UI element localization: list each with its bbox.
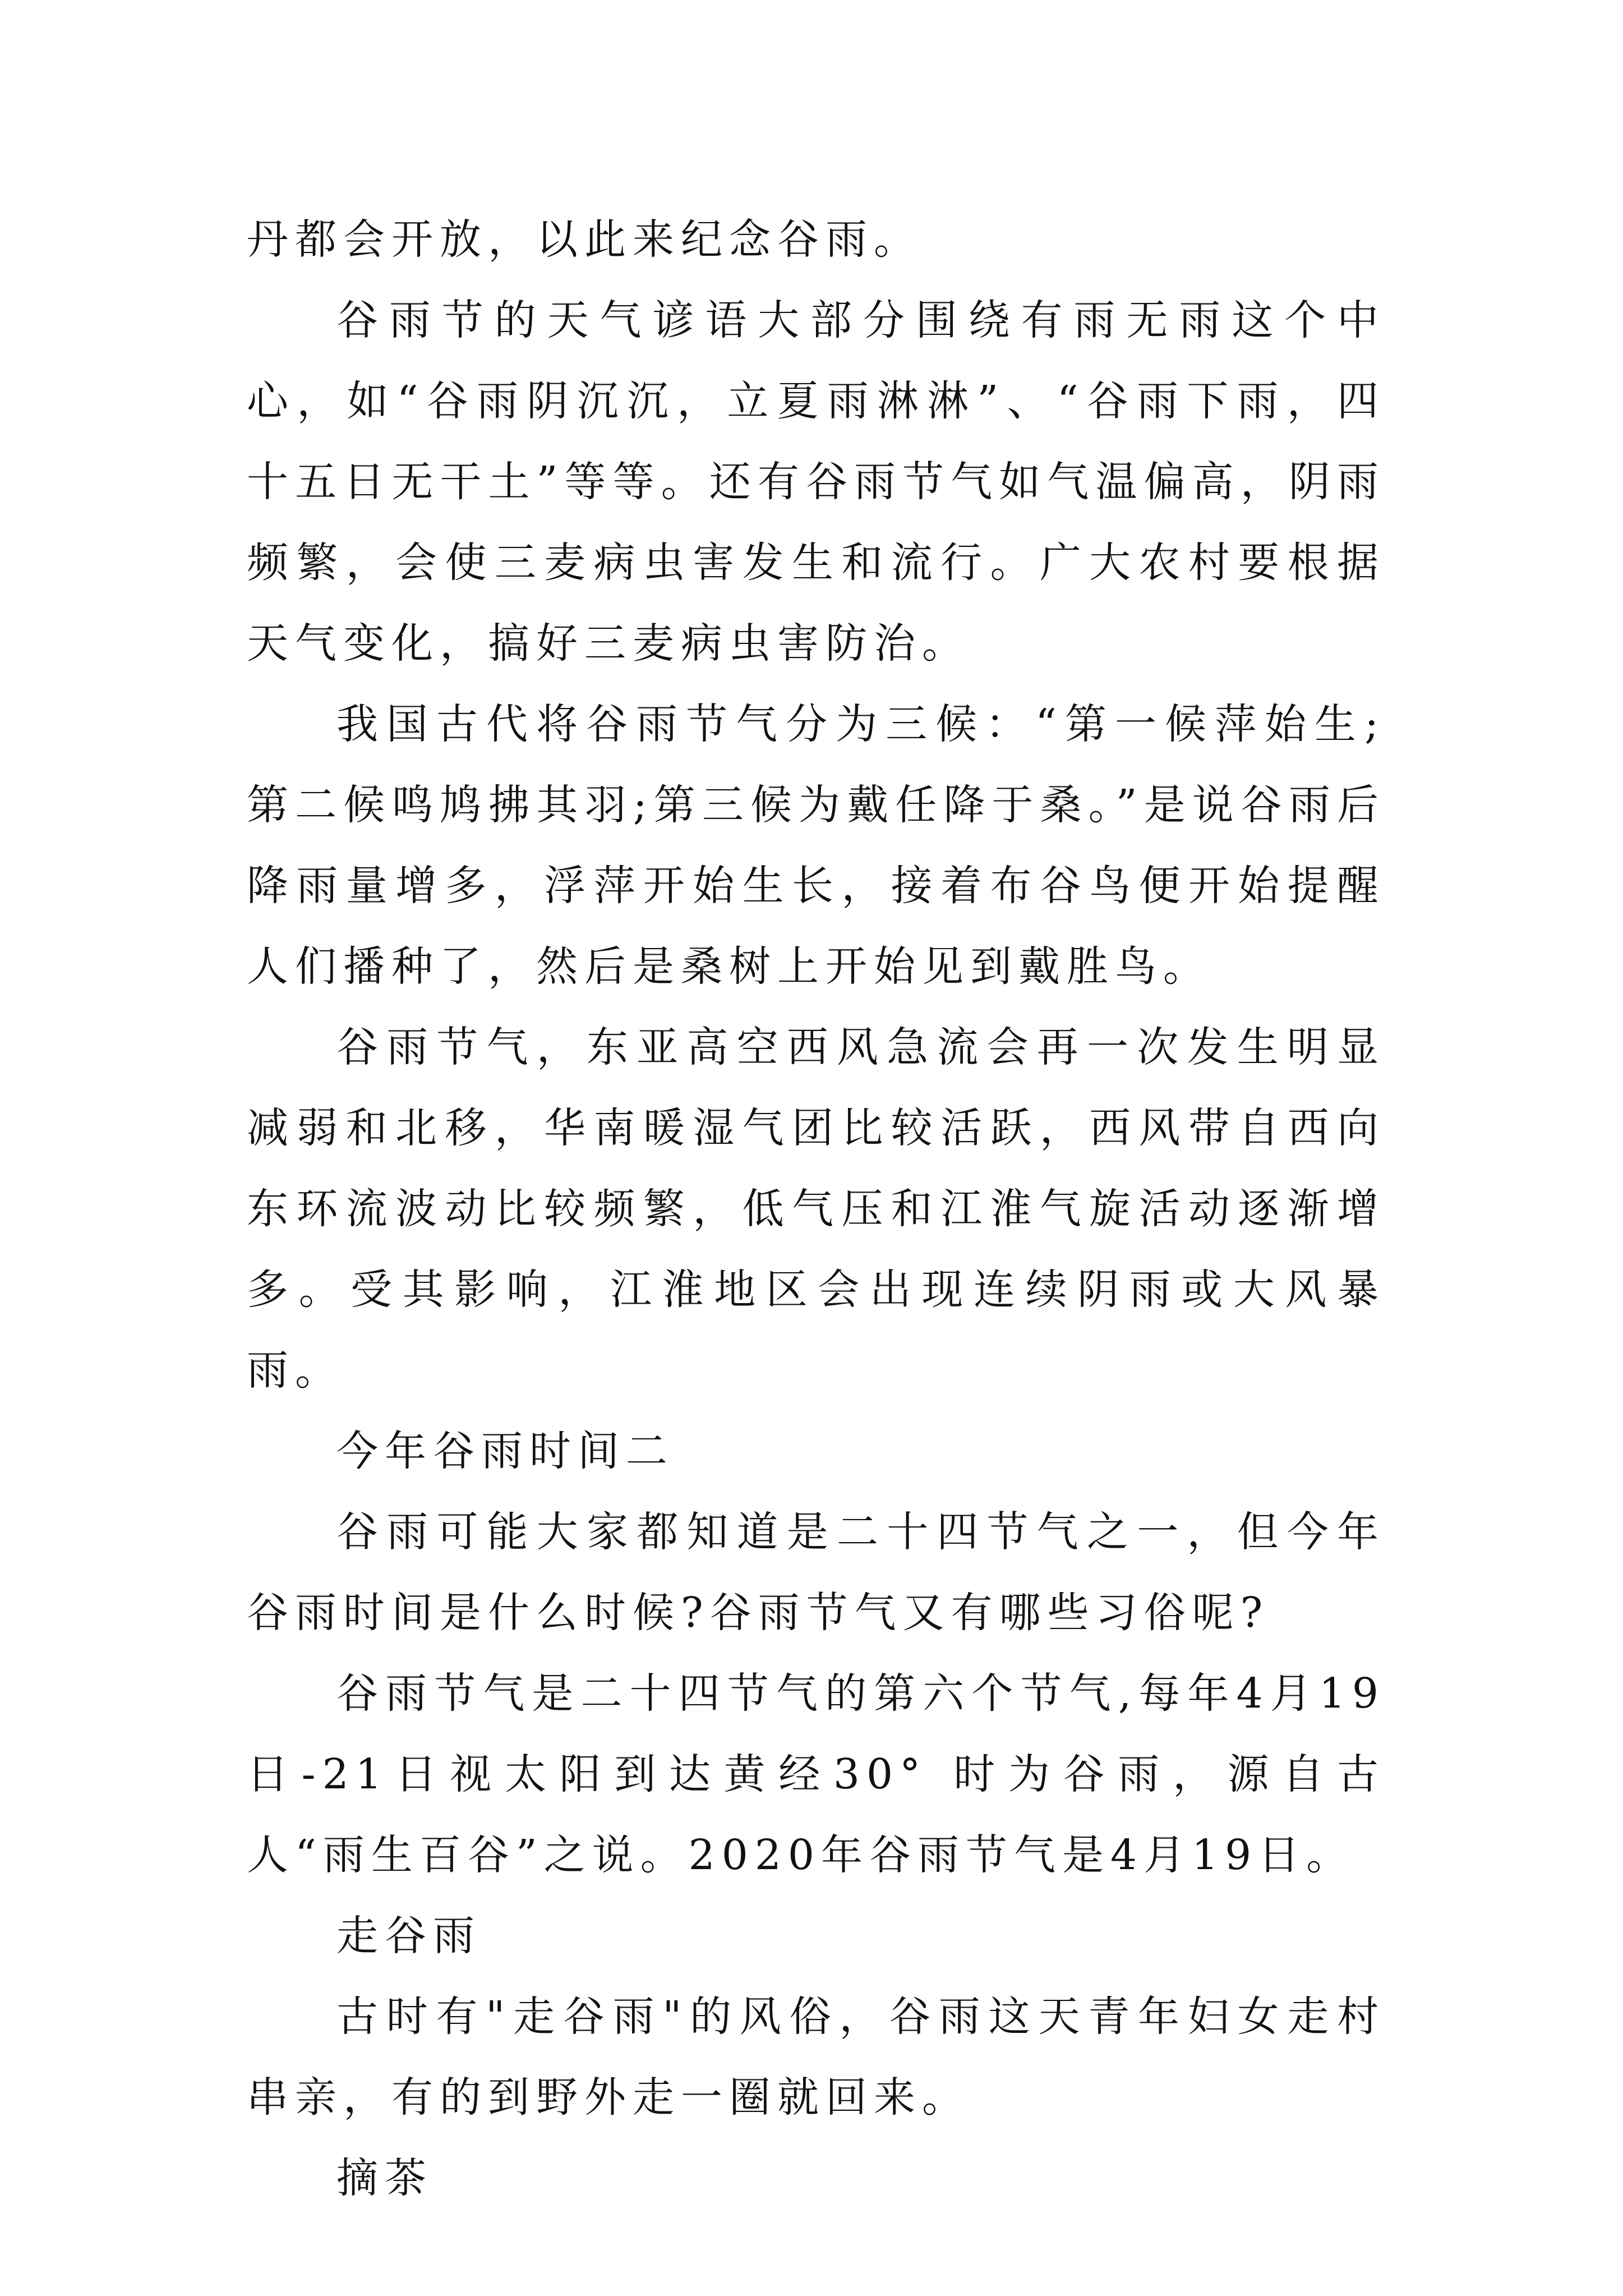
paragraph-continuation: 丹都会开放，以此来纪念谷雨。: [247, 215, 922, 264]
paragraph-date: 谷雨节气是二十四节气的第六个节气,每年4月19日-21日视太阳到达黄经30° 时为谷雨，源自古人“雨生百谷”之说。2020年谷雨节气是4月19日。: [247, 1669, 1385, 1879]
document-body: [247, 199, 1385, 2219]
paragraph-walk-custom: 古时有"走谷雨"的风俗，谷雨这天青年妇女走村串亲，有的到野外走一圈就回来。: [247, 1993, 1385, 2122]
section-heading: 今年谷雨时间二: [336, 1427, 674, 1475]
paragraph-intro: 谷雨可能大家都知道是二十四节气之一，但今年谷雨时间是什么时候?谷雨节气又有哪些习俗呢?: [247, 1508, 1385, 1637]
paragraph-climate: 谷雨节气，东亚高空西风急流会再一次发生明显减弱和北移，华南暖湿气团比较活跃，西风带自西向东环流波动比较频繁，低气压和江淮气旋活动逐渐增多。受其影响，江淮地区会出现连续阴雨或大风暴雨。: [247, 1023, 1385, 1395]
custom-heading-tea: 摘茶: [336, 2154, 433, 2202]
custom-heading-walk: 走谷雨: [336, 1912, 481, 1960]
paragraph-weather-proverbs: 谷雨节的天气谚语大部分围绕有雨无雨这个中心，如“谷雨阴沉沉，立夏雨淋淋”、“谷雨下雨，四十五日无干土”等等。还有谷雨节气如气温偏高，阴雨频繁，会使三麦病虫害发生和流行。广大农村要根据天气变化，搞好三麦病虫害防治。: [247, 296, 1385, 668]
paragraph-three-phases: 我国古代将谷雨节气分为三候：“第一候萍始生;第二候鸣鸠拂其羽;第三候为戴任降于桑。”是说谷雨后降雨量增多，浮萍开始生长，接着布谷鸟便开始提醒人们播种了，然后是桑树上开始见到戴胜鸟。: [247, 700, 1385, 991]
